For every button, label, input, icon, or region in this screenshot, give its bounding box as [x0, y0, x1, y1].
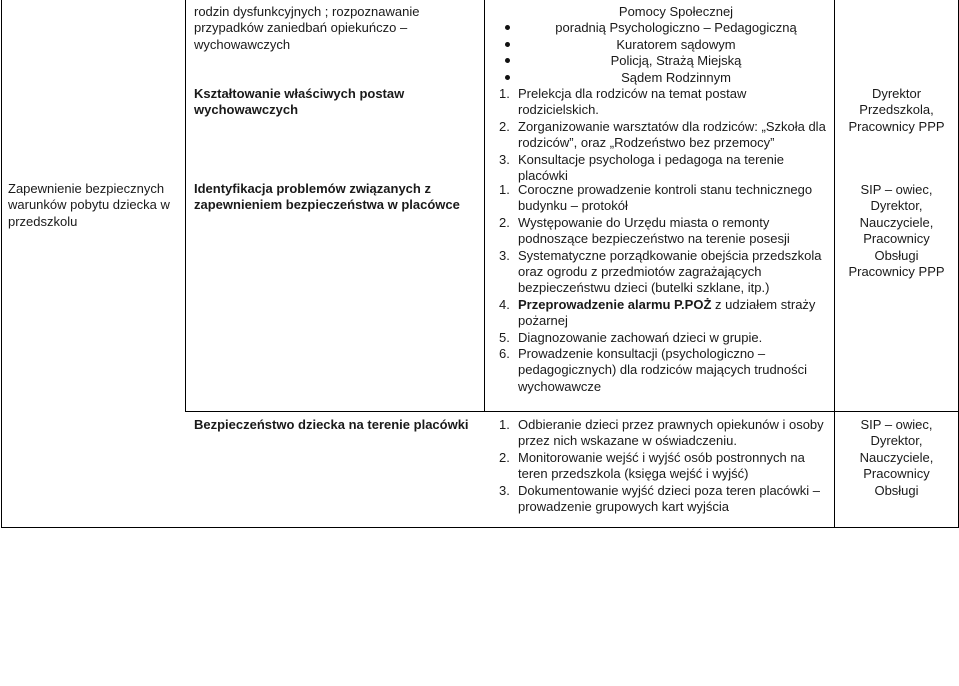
parents-actions-list — [499, 86, 827, 184]
responsible-row3: SIP – owiec, Dyrektor, Nauczyciele, Pracownicy Obsługi — [859, 417, 934, 498]
list-item: poradnią Psychologiczno – Pedagogiczną — [491, 20, 821, 36]
list-item: 1. Prelekcja dla rodziców na temat postaw rodzicielskich. — [499, 86, 747, 118]
safety-actions-list — [499, 182, 827, 395]
task-heading-attitudes: Kształtowanie właściwych postaw wychowawczych — [194, 86, 405, 118]
premises-actions-list — [499, 417, 829, 515]
task-top-text: rodzin dysfunkcyjnych ; rozpoznawanie przypadków zaniedbań opiekuńczo – wychowawczych — [194, 4, 420, 52]
list-item: 3. Systematyczne porządkowanie obejścia przedszkola oraz ogrodu z przedmiotów zagrażających bezpieczeństwu dzieci (butelki szklane, itp.) — [499, 247, 822, 296]
list-item: 4. Przeprowadzenie alarmu P.POŻ z udziałem straży pożarnej — [499, 296, 816, 329]
table-border-bottom — [1, 527, 959, 528]
goal-text: Zapewnienie bezpiecznych warunków pobytu dziecka w przedszkolu — [8, 181, 170, 229]
list-item: 1. Odbieranie dzieci przez prawnych opiekunów i osoby przez nich wskazane w oświadczeniu. — [499, 417, 824, 449]
list-item: 2. Zorganizowanie warsztatów dla rodziców: „Szkoła dla rodziców”, oraz „Rodzeństwo bez przemocy” — [499, 118, 826, 151]
list-item: 1. Coroczne prowadzenie kontroli stanu technicznego budynku – protokół — [499, 182, 813, 214]
table-border-row-mid — [185, 411, 959, 412]
task-heading-safety-premises: Bezpieczeństwo dziecka na terenie placówki — [194, 417, 469, 432]
list-item: Policją, Strażą Miejską — [491, 53, 821, 69]
task-heading-safety-identification: Identyfikacja problemów związanych z zapewnieniem bezpieczeństwa w placówce — [194, 181, 460, 213]
list-item: 3. Dokumentowanie wyjść dzieci poza teren placówki – prowadzenie grupowych kart wyjścia — [499, 482, 821, 515]
goal-cell — [8, 181, 182, 230]
list-item: Sądem Rodzinnym — [491, 70, 821, 86]
list-item: 3. Konsultacje psychologa i pedagoga na terenie placówki — [499, 151, 784, 184]
list-item: 6. Prowadzenie konsultacji (psychologiczno – pedagogicznych) dla rodziców mających trudności wychowawcze — [499, 346, 808, 394]
table-border-col3 — [834, 0, 835, 527]
list-item: 5. Diagnozowanie zachowań dzieci w grupie. — [499, 329, 763, 345]
table-border-left — [1, 0, 2, 527]
table-border-col2 — [484, 0, 485, 411]
list-item: 2. Występowanie do Urzędu miasta o remonty podnoszące bezpieczeństwo na terenie posesji — [499, 214, 790, 247]
responsible-row1: Dyrektor Przedszkola, Pracownicy PPP — [848, 86, 945, 134]
list-item: 2. Monitorowanie wejść i wyjść osób postronnych na teren przedszkola (księga wejść i wyjść) — [499, 449, 805, 482]
table-border-col1 — [185, 0, 186, 411]
list-item: Kuratorem sądowym — [491, 37, 821, 53]
cooperation-intro: Pomocy Społecznej — [618, 4, 734, 19]
responsible-row2: SIP – owiec, Dyrektor, Nauczyciele, Pracownicy Obsługi Pracownicy PPP — [848, 182, 945, 280]
cooperation-list — [491, 4, 821, 86]
